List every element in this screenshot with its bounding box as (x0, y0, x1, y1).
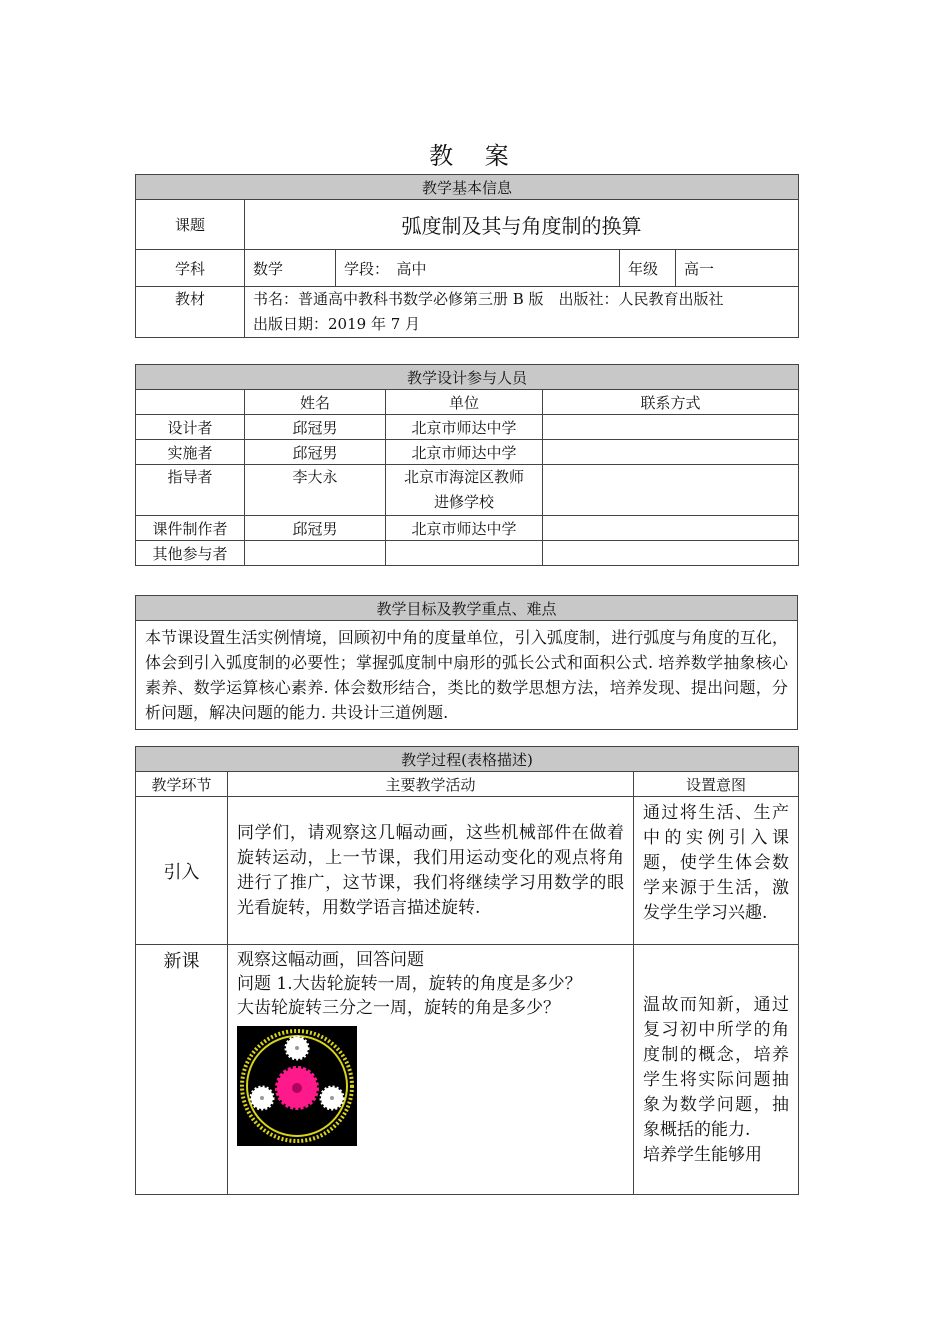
stage-value: 高中 (396, 259, 427, 278)
goals-text: 本节课设置生活实例情境，回顾初中角的度量单位，引入弧度制，进行弧度与角度的互化，体会到引入弧度制的必要性；掌握弧度制中扇形的弧长公式和面积公式. 培养数学抽象核心素养、数学运算核心素养. 体会数形结合，类比的数学思想方法，培养发现、提出问题，分析问题，解决问题的能力. 共设计三道例题. (136, 621, 798, 730)
people-role: 实施者 (136, 440, 245, 465)
table-row (136, 440, 799, 465)
process-header: 教学过程(表格描述) (136, 747, 799, 772)
textbook-label: 教材 (136, 287, 245, 338)
people-col-name: 姓名 (245, 390, 386, 415)
people-contact (543, 516, 799, 541)
stage-label: 学段： (344, 259, 382, 278)
textbook-line-1: 书名：普通高中教科书数学必修第三册 B 版 出版社：人民教育出版社 (253, 290, 724, 308)
people-role: 设计者 (136, 415, 245, 440)
people-unit: 北京市师达中学 (386, 415, 543, 440)
people-unit: 北京市师达中学 (386, 516, 543, 541)
grade-label: 年级 (620, 250, 676, 287)
people-contact (543, 440, 799, 465)
people-contact (543, 465, 799, 516)
people-contact (543, 541, 799, 566)
people-name (245, 541, 386, 566)
activity-line-2: 问题 1.大齿轮旋转一周，旋转的角度是多少？ (237, 974, 582, 994)
people-role: 课件制作者 (136, 516, 245, 541)
subject-label: 学科 (136, 250, 245, 287)
grade-value: 高一 (676, 250, 799, 287)
basic-info-table (135, 174, 799, 338)
people-col-unit: 单位 (386, 390, 543, 415)
intent-new (634, 945, 799, 1195)
topic-value: 弧度制及其与角度制的换算 (245, 200, 799, 250)
subject-value: 数学 (245, 250, 336, 287)
activity-line-1: 观察这幅动画，回答问题 (237, 950, 424, 970)
stage-intro: 引入 (136, 797, 228, 945)
people-unit-line-2: 进修学校 (433, 493, 494, 511)
page-title: 教 案 (429, 142, 521, 170)
people-role: 其他参与者 (136, 541, 245, 566)
people-unit (386, 465, 543, 516)
textbook-line-2: 出版日期：2019 年 7 月 (253, 315, 421, 333)
people-unit (386, 541, 543, 566)
table-row (136, 415, 799, 440)
people-col-contact: 联系方式 (543, 390, 799, 415)
process-table (135, 746, 799, 1195)
stage-cell (336, 250, 620, 287)
people-header: 教学设计参与人员 (136, 365, 799, 390)
goals-header: 教学目标及教学重点、难点 (136, 596, 798, 621)
people-name: 邱冠男 (245, 516, 386, 541)
people-col-blank (136, 390, 245, 415)
people-contact (543, 415, 799, 440)
people-name: 李大永 (245, 465, 386, 516)
basic-info-header: 教学基本信息 (136, 175, 799, 200)
table-row (136, 541, 799, 566)
topic-label: 课题 (136, 200, 245, 250)
activity-new (228, 945, 634, 1195)
table-row (136, 516, 799, 541)
people-unit: 北京市师达中学 (386, 440, 543, 465)
table-row (136, 797, 799, 945)
stage-new: 新课 (136, 945, 228, 1195)
table-row (136, 945, 799, 1195)
gear-animation-image (237, 1026, 357, 1146)
process-col-intent: 设置意图 (634, 772, 799, 797)
people-name: 邱冠男 (245, 440, 386, 465)
table-row (136, 465, 799, 516)
people-role: 指导者 (136, 465, 245, 516)
intent-new-text-2: 培养学生能够用 (643, 1145, 762, 1165)
intent-new-text: 温故而知新，通过复习初中所学的角度制的概念，培养学生将实际问题抽象为数学问题，抽象概括的能力. (643, 995, 790, 1140)
intent-intro: 通过将生活、生产中的实例引入课题，使学生体会数学来源于生活，激发学生学习兴趣. (634, 797, 799, 945)
people-unit-line-1: 北京市海淀区教师 (403, 468, 524, 486)
activity-intro: 同学们，请观察这几幅动画，这些机械部件在做着旋转运动，上一节课，我们用运动变化的观点将角进行了推广，这节课，我们将继续学习用数学的眼光看旋转，用数学语言描述旋转. (228, 797, 634, 945)
people-table (135, 364, 799, 566)
activity-line-3: 大齿轮旋转三分之一周，旋转的角是多少？ (237, 998, 560, 1018)
process-col-activity: 主要教学活动 (228, 772, 634, 797)
people-name: 邱冠男 (245, 415, 386, 440)
textbook-value (245, 287, 799, 338)
process-col-stage: 教学环节 (136, 772, 228, 797)
goals-table (135, 595, 798, 730)
